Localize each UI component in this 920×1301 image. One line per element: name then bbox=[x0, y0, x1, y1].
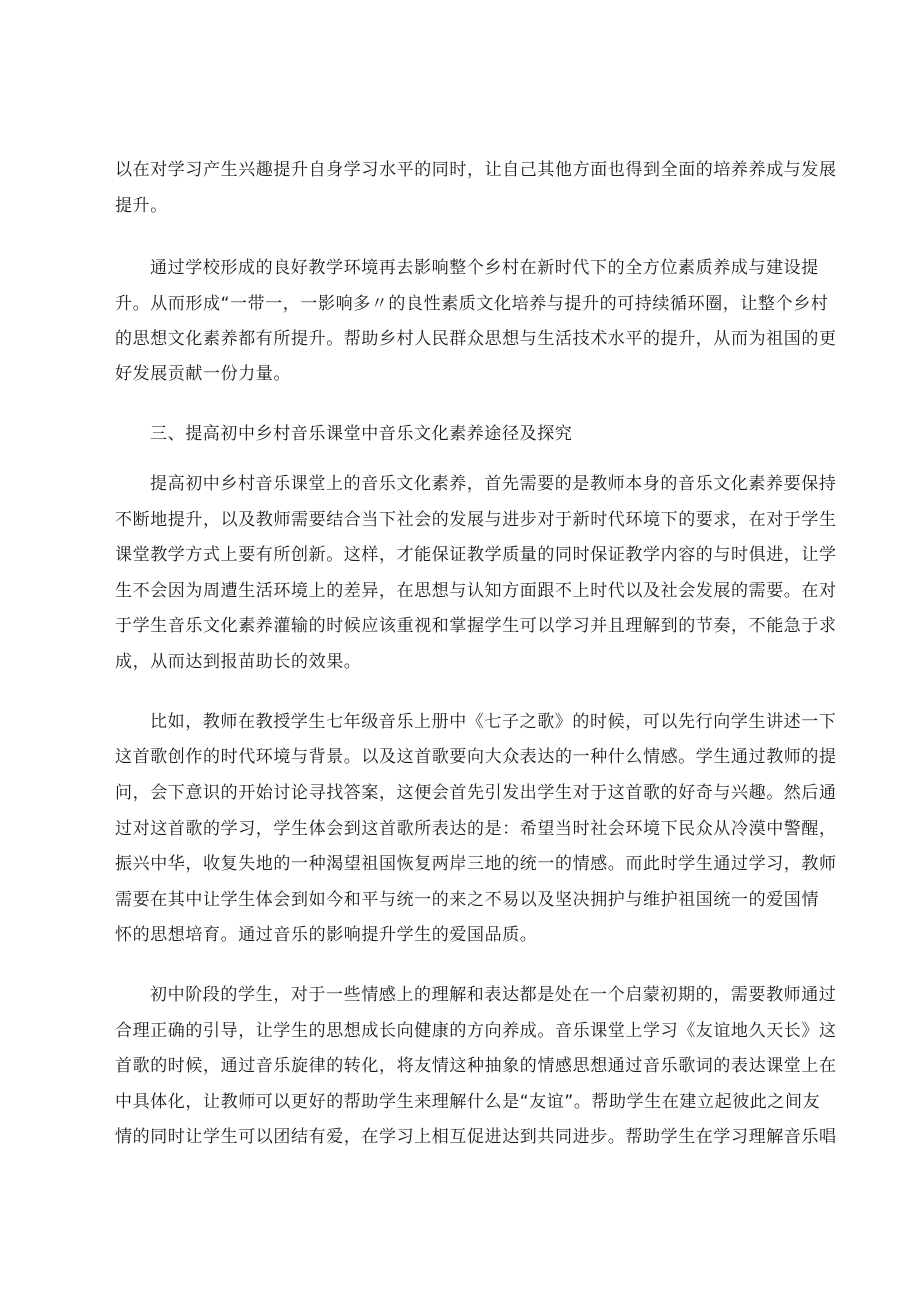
paragraph-line: 合理正确的引导，让学生的思想成长向健康的方向养成。音乐课堂上学习《友谊地久天长》这 bbox=[115, 1021, 837, 1041]
paragraph-line: 问，会下意识的开始讨论寻找答案，这便会首先引发出学生对于这首歌的好奇与兴趣。然后通 bbox=[115, 783, 837, 803]
paragraph-line: 中具体化，让教师可以更好的帮助学生来理解什么是“友谊”。帮助学生在建立起彼此之间友 bbox=[115, 1092, 821, 1112]
paragraph-line: 提升。 bbox=[115, 196, 168, 216]
paragraph-line: 以在对学习产生兴趣提升自身学习水平的同时，让自己其他方面也得到全面的培养养成与发展 bbox=[115, 160, 837, 180]
paragraph-line: 首歌的时候，通过音乐旋律的转化，将友情这种抽象的情感思想通过音乐歌词的表达课堂上在 bbox=[115, 1056, 837, 1076]
paragraph-line: 于学生音乐文化素养灌输的时候应该重视和掌握学生可以学习并且理解到的节奏，不能急于求 bbox=[115, 616, 837, 636]
paragraph-line: 初中阶段的学生，对于一些情感上的理解和表达都是处在一个启蒙初期的，需要教师通过 bbox=[150, 985, 837, 1005]
paragraph-line: 通过学校形成的良好教学环境再去影响整个乡村在新时代下的全方位素质养成与建设提 bbox=[150, 258, 819, 278]
section-heading-text: 三、提高初中乡村音乐课堂中音乐文化素养途径及探究 bbox=[150, 424, 573, 444]
paragraph-line: 情的同时让学生可以团结有爱，在学习上相互促进达到共同进步。帮助学生在学习理解音乐唱 bbox=[115, 1127, 837, 1147]
paragraph-line: 怀的思想培育。通过音乐的影响提升学生的爱国品质。 bbox=[115, 925, 538, 945]
paragraph-line: 这首歌创作的时代环境与背景。以及这首歌要向大众表达的一种什么情感。学生通过教师的提 bbox=[115, 747, 837, 767]
paragraph-line: 过对这首歌的学习，学生体会到这首歌所表达的是：希望当时社会环境下民众从冷漠中警醒， bbox=[115, 819, 837, 839]
paragraph-line: 振兴中华，收复失地的一种渴望祖国恢复两岸三地的统一的情感。而此时学生通过学习，教师 bbox=[115, 854, 837, 874]
paragraph-line: 升。从而形成“一带一，一影响多〃的良性素质文化培养与提升的可持续循环圈，让整个乡村 bbox=[115, 294, 829, 314]
paragraph-line: 成，从而达到报苗助长的效果。 bbox=[115, 652, 362, 672]
paragraph-line: 需要在其中让学生体会到如今和平与统一的来之不易以及坚决拥护与维护祖国统一的爱国情 bbox=[115, 890, 819, 910]
paragraph-line: 比如，教师在教授学生七年级音乐上册中《七子之歌》的时候，可以先行向学生讲述一下 bbox=[150, 712, 837, 732]
paragraph-line: 的思想文化素养都有所提升。帮助乡村人民群众思想与生活技术水平的提升，从而为祖国的更 bbox=[115, 329, 837, 349]
paragraph-line: 课堂教学方式上要有所创新。这样，才能保证教学质量的同时保证教学内容的与时俱进，让学 bbox=[115, 545, 837, 565]
paragraph-line: 不断地提升，以及教师需要结合当下社会的发展与进步对于新时代环境下的要求，在对于学生 bbox=[115, 510, 837, 530]
paragraph-line: 好发展贡献一份力量。 bbox=[115, 364, 291, 384]
paragraph-line: 生不会因为周遭生活环境上的差异，在思想与认知方面跟不上时代以及社会发展的需要。在对 bbox=[115, 581, 837, 601]
paragraph-line: 提高初中乡村音乐课堂上的音乐文化素养，首先需要的是教师本身的音乐文化素养要保持 bbox=[150, 474, 837, 494]
